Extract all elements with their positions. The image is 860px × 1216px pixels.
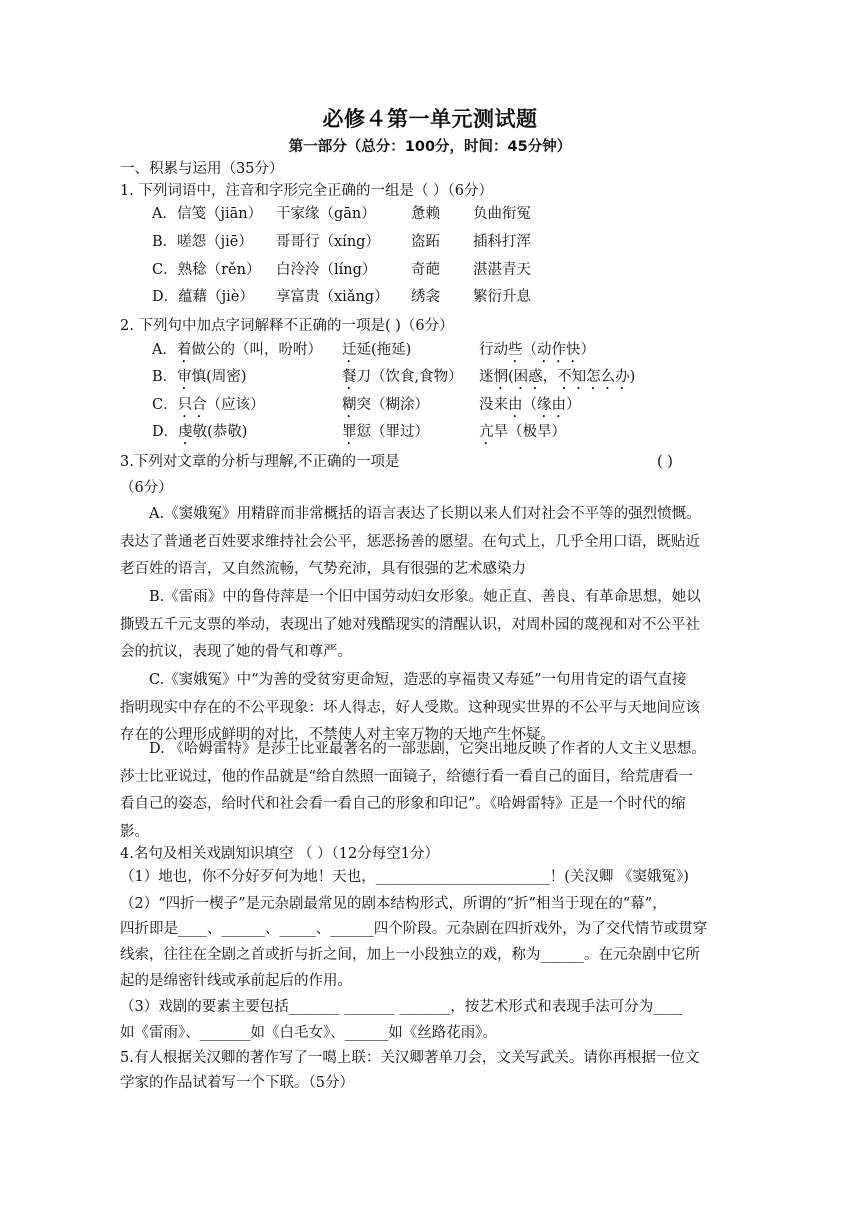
- option-text: 刀（饮食,食物）: [356, 369, 463, 385]
- answer-bracket: ( ): [657, 454, 673, 470]
- paragraph-line: 莎士比亚说过，他的作品就是“给自然照一面镜子，给德行看一看自己的面目，给荒唐看一: [120, 768, 693, 785]
- option-term: [479, 394, 581, 421]
- dotted-word: 迁: [342, 342, 357, 358]
- option-text: 白泠泠（líng）: [276, 262, 377, 278]
- option-row: [152, 394, 265, 421]
- option-text: 繁衍升息: [473, 289, 531, 305]
- option-letter: D．: [152, 424, 179, 440]
- question-4-line: （2）“四折一楔子”是元杂剧最常见的剧本结构形式，所谓的“折”相当于现在的“幕”，: [120, 896, 667, 912]
- paragraph-line: 看自己的姿态，给时代和社会看一看自己的形象和印记”。《哈姆雷特》正是一个时代的缩: [120, 796, 686, 813]
- section-heading: 一、积累与运用（35分）: [120, 161, 284, 177]
- option-text: 湛湛青天: [473, 262, 531, 278]
- option-row: [152, 366, 246, 393]
- question-4-line: 起的是绵密针线或承前起后的作用。: [120, 973, 352, 989]
- option-text: D．蕴藉（jiè）: [152, 289, 254, 305]
- option-letter: C．: [152, 397, 178, 413]
- option-letter: B．: [152, 369, 178, 385]
- question-4-line: 线索，往往在全剧之首或折与折之间，加上一小段独立的戏，称为______。在元杂剧中它所: [120, 947, 700, 963]
- option-text: 享富贵（xiǎng）: [276, 289, 389, 305]
- option-text: 绣衾: [411, 289, 440, 305]
- page-title: 必修４第一单元测试题: [322, 107, 538, 131]
- question-4-line: 如《雷雨》、_______如《白毛女》、______如《丝路花雨》。: [120, 1025, 497, 1041]
- paragraph-line: D. 《哈姆雷特》是莎士比亚最著名的一部悲剧，它突出地反映了作者的人文主义思想。: [149, 741, 706, 757]
- option-text: C．熟稔（rěn）: [152, 262, 261, 278]
- paragraph-line: 存在的公理形成鲜明的对比，不禁使人对主宰万物的天地产生怀疑。: [120, 727, 555, 744]
- paragraph-line: 会的抗议，表现了她的骨气和尊严。: [120, 644, 352, 661]
- option-text: 惫赖: [411, 206, 440, 222]
- question-1-stem: 1. 下列词语中，注音和字形完全正确的一组是（ ）（6分）: [120, 183, 494, 199]
- question-3-option-d-body: [120, 736, 742, 847]
- option-row: [152, 421, 247, 448]
- question-4-line: （1）地也，你不分好歹何为地！天也，________________________！(关汉卿 《窦娥冤》): [120, 869, 689, 885]
- question-3-score: （6分）: [120, 480, 173, 496]
- option-term: [342, 394, 429, 421]
- option-text: 哥哥行（xíng）: [276, 234, 380, 250]
- paragraph-line: C.《窦娥冤》中“为善的受贫穷更命短，造恶的享福贵又寿延”一句用肯定的语气直接: [149, 672, 687, 688]
- dotted-word: 糊: [342, 397, 357, 413]
- dotted-word: 亢: [479, 424, 494, 440]
- question-4-line: （3）戏剧的要素主要包括_______ _______ _______，按艺术形式和表现手法可分为____: [120, 999, 683, 1015]
- dotted-word: 些（动作快）: [508, 342, 595, 358]
- dotted-word: 着: [176, 342, 192, 358]
- option-text: 插科打浑: [473, 234, 531, 250]
- dotted-word: 虔: [178, 424, 193, 440]
- option-text: 愆（罪过）: [356, 424, 429, 440]
- paragraph-line: 表达了普通老百姓要求维持社会公平，惩恶扬善的愿望。在句式上，几乎全用口语，既贴近: [120, 533, 700, 550]
- option-text: （应该）: [206, 397, 265, 413]
- option-text: 负曲衔冤: [473, 206, 531, 222]
- dotted-word: 罪: [342, 424, 357, 440]
- dotted-word: 只合: [177, 397, 207, 413]
- option-text: 迷: [479, 369, 494, 385]
- dotted-word: 由（缘由）: [508, 397, 581, 413]
- option-text: 没来: [479, 397, 508, 413]
- option-text: 盗跖: [411, 234, 440, 250]
- option-text: 行动: [479, 342, 508, 358]
- paragraph-line: 影。: [120, 824, 149, 841]
- option-text: 奇葩: [411, 262, 440, 278]
- option-text: A．信笺（jiān）: [152, 206, 263, 222]
- question-5-line: 学家的作品试着写一个下联。（5分）: [120, 1075, 354, 1091]
- paragraph-line: 老百姓的语言，又自然流畅，气势充沛，具有很强的艺术感染力: [120, 561, 526, 578]
- option-text: 突（糊涂）: [356, 397, 429, 413]
- option-term: [342, 339, 411, 366]
- question-3-option-a: [120, 501, 742, 584]
- paragraph-line: 指明现实中存在的不公平现象：坏人得志，好人受欺。这种现实世界的不公平与天地间应该: [120, 699, 700, 716]
- question-3-option-b: [120, 584, 742, 667]
- dotted-word: 餐: [342, 369, 357, 385]
- option-term: [342, 366, 463, 393]
- option-term: [479, 366, 635, 393]
- option-text: 旱（极旱）: [493, 424, 566, 440]
- paragraph-line: B.《雷雨》中的鲁侍萍是一个旧中国劳动妇女形象。她正直、善良、有革命思想，她以: [149, 589, 701, 605]
- option-text: 干家缘（gān）: [276, 206, 376, 222]
- option-text: 做公的（叫，吩咐）: [191, 342, 322, 358]
- dotted-word: 惘(困惑，不知怎么办): [493, 369, 636, 385]
- question-3-stem: 3.下列对文章的分析与理解,不正确的一项是: [120, 454, 400, 470]
- paragraph-line: 撕毁五千元支票的举动，表现出了她对残酷现实的清醒认识，对周朴园的蔑视和对不公平社: [120, 616, 700, 633]
- question-5-line: 5.有人根据关汉卿的著作写了一噶上联：关汉卿著单刀会，文关写武关。请你再根据一位文: [120, 1050, 700, 1066]
- question-4-stem: 4.名句及相关戏剧知识填空 （ ）（12分每空1分）: [120, 846, 439, 862]
- option-term: [479, 339, 595, 366]
- option-row: [152, 339, 322, 366]
- option-text: B．嗟怨（jiē）: [152, 234, 253, 250]
- dotted-word: 审: [177, 369, 192, 385]
- option-term: [342, 421, 429, 448]
- paragraph-line: A.《窦娥冤》用精辟而非常概括的语言表达了长期以来人们对社会不平等的强烈愤慨。: [149, 506, 701, 522]
- option-text: 慎(周密): [191, 369, 247, 385]
- option-text: 延(拖延): [356, 342, 412, 358]
- question-4-line: 四折即是____、______、_____、______四个阶段。元杂剧在四折戏外，为了交代情节或贯穿: [120, 921, 708, 937]
- question-2-stem: 2. 下列句中加点字词解释不正确的一项是( )（6分）: [120, 318, 454, 334]
- page-subtitle: 第一部分（总分：100分，时间：45分钟）: [288, 139, 572, 155]
- option-term: [479, 421, 566, 448]
- option-text: 敬(恭敬): [192, 424, 248, 440]
- option-letter: A．: [152, 342, 177, 358]
